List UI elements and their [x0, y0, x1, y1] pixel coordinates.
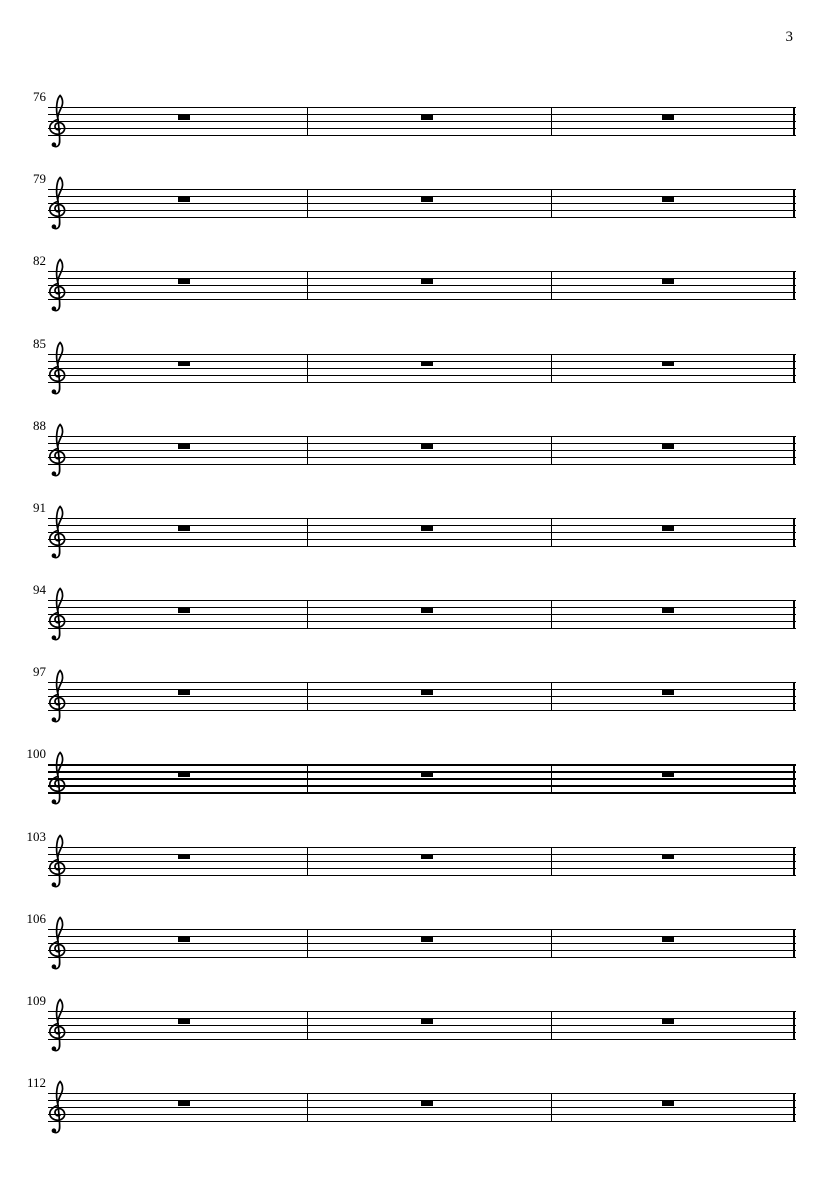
whole-rest [421, 197, 434, 202]
system-end-barline [793, 929, 796, 958]
whole-rest [662, 1019, 675, 1024]
barline [551, 600, 553, 629]
staff-line [48, 1025, 796, 1026]
staff-line [48, 203, 796, 204]
whole-rest [421, 444, 434, 449]
barline [551, 847, 553, 876]
measure-number: 106 [26, 910, 46, 926]
system-end-barline [793, 764, 796, 793]
staff-line [48, 764, 796, 765]
whole-rest [662, 115, 675, 120]
whole-rest [421, 690, 434, 695]
whole-rest [662, 690, 675, 695]
measure-number: 76 [33, 89, 46, 104]
staff-lines [48, 354, 796, 383]
staff-line [48, 450, 796, 451]
staff-line [48, 368, 796, 369]
barline [551, 682, 553, 711]
staff-line [48, 950, 796, 951]
clef-tail-ball [52, 1128, 57, 1133]
barline [307, 929, 309, 958]
staff-line [48, 457, 796, 458]
whole-rest [178, 1101, 191, 1106]
staff-line [48, 929, 796, 930]
whole-rest [421, 279, 434, 284]
staff-lines [48, 600, 796, 629]
staff-lines [48, 1093, 796, 1122]
barline [307, 1093, 309, 1122]
measure-number: 79 [33, 171, 46, 187]
staff-line [48, 354, 796, 355]
barline [307, 518, 309, 547]
clef-tail-ball [52, 307, 57, 312]
system-end-barline [793, 600, 796, 629]
whole-rest [662, 772, 675, 777]
whole-rest [178, 1019, 191, 1024]
staff-line [48, 539, 796, 540]
clef-tail-ball [52, 635, 57, 640]
clef-tail-ball [52, 964, 57, 969]
staff-line [48, 1107, 796, 1108]
whole-rest [178, 772, 191, 777]
whole-rest [662, 937, 675, 942]
barline [551, 518, 553, 547]
barline [307, 682, 309, 711]
whole-rest [178, 362, 191, 367]
staff-line [48, 1011, 796, 1012]
clef-tail-ball [52, 142, 57, 147]
whole-rest [421, 362, 434, 367]
clef-tail-ball [52, 718, 57, 723]
staff-line [48, 271, 796, 272]
staff-lines [48, 518, 796, 547]
clef-tail-ball [52, 882, 57, 887]
clef-tail-ball [52, 800, 57, 805]
barline [551, 271, 553, 300]
staff-line [48, 696, 796, 697]
barline [307, 1011, 309, 1040]
barline [551, 189, 553, 218]
whole-rest [178, 279, 191, 284]
staff-line [48, 614, 796, 615]
whole-rest [662, 279, 675, 284]
staff-line [48, 128, 796, 129]
staff-line [48, 785, 796, 786]
barline [307, 847, 309, 876]
system-end-barline [793, 518, 796, 547]
staff-lines [48, 271, 796, 300]
whole-rest [421, 855, 434, 860]
whole-rest [662, 197, 675, 202]
measure-number: 91 [33, 499, 46, 515]
staff-lines [48, 764, 796, 793]
page-number: 3 [785, 29, 793, 45]
staff-line [48, 189, 796, 190]
barline [307, 436, 309, 465]
system-end-barline [793, 682, 796, 711]
staff-line [48, 861, 796, 862]
staff-line [48, 875, 796, 876]
barline [551, 764, 553, 793]
barline [307, 764, 309, 793]
whole-rest [178, 608, 191, 613]
barline [307, 271, 309, 300]
staff-line [48, 217, 796, 218]
system-end-barline [793, 436, 796, 465]
staff-line [48, 107, 796, 108]
whole-rest [421, 1019, 434, 1024]
staff-line [48, 957, 796, 958]
whole-rest [421, 937, 434, 942]
whole-rest [662, 608, 675, 613]
clef-tail-ball [52, 471, 57, 476]
staff-line [48, 710, 796, 711]
staff-line [48, 943, 796, 944]
whole-rest [421, 1101, 434, 1106]
clef-tail-ball [52, 389, 57, 394]
staff-line [48, 792, 796, 793]
staff-line [48, 1032, 796, 1033]
whole-rest [178, 115, 191, 120]
whole-rest [178, 937, 191, 942]
whole-rest [421, 772, 434, 777]
whole-rest [421, 608, 434, 613]
staff-line [48, 382, 796, 383]
measure-number: 85 [33, 335, 46, 351]
staff-line [48, 1039, 796, 1040]
whole-rest [662, 1101, 675, 1106]
measure-number: 88 [33, 417, 46, 433]
system-end-barline [793, 354, 796, 383]
staff-line [48, 847, 796, 848]
barline [307, 600, 309, 629]
staff-lines [48, 682, 796, 711]
staff-line [48, 1093, 796, 1094]
staff-line [48, 628, 796, 629]
whole-rest [421, 115, 434, 120]
staff-line [48, 532, 796, 533]
measure-number: 100 [26, 746, 46, 762]
staff-line [48, 868, 796, 869]
measure-number: 109 [26, 992, 46, 1008]
measure-number: 82 [33, 253, 46, 269]
measure-number: 94 [33, 582, 46, 597]
whole-rest [178, 855, 191, 860]
system-end-barline [793, 107, 796, 136]
staff-line [48, 285, 796, 286]
staff-line [48, 135, 796, 136]
whole-rest [662, 362, 675, 367]
barline [551, 354, 553, 383]
staff-line [48, 299, 796, 300]
staff-lines [48, 847, 796, 876]
staff-line [48, 682, 796, 683]
clef-tail-ball [52, 1046, 57, 1051]
staff-line [48, 1114, 796, 1115]
staff-line [48, 621, 796, 622]
whole-rest [662, 526, 675, 531]
staff-line [48, 1121, 796, 1122]
measure-number: 112 [26, 1075, 46, 1090]
measure-number: 103 [26, 828, 46, 844]
staff-line [48, 436, 796, 437]
whole-rest [178, 197, 191, 202]
whole-rest [421, 526, 434, 531]
system-end-barline [793, 847, 796, 876]
barline [551, 929, 553, 958]
staff-line [48, 600, 796, 601]
system-end-barline [793, 1093, 796, 1122]
staff-line [48, 375, 796, 376]
system-end-barline [793, 189, 796, 218]
whole-rest [178, 690, 191, 695]
clef-tail-ball [52, 553, 57, 558]
staff-lines [48, 107, 796, 136]
system-end-barline [793, 271, 796, 300]
system-end-barline [793, 1011, 796, 1040]
staff-lines [48, 1011, 796, 1040]
barline [307, 189, 309, 218]
staff-line [48, 518, 796, 519]
barline [551, 1011, 553, 1040]
barline [307, 354, 309, 383]
staff-lines [48, 436, 796, 465]
whole-rest [662, 855, 675, 860]
staff-line [48, 121, 796, 122]
staff-lines [48, 929, 796, 958]
whole-rest [178, 444, 191, 449]
staff-line [48, 778, 796, 779]
clef-tail-ball [52, 225, 57, 230]
staff-line [48, 210, 796, 211]
staff-line [48, 546, 796, 547]
whole-rest [178, 526, 191, 531]
staff-line [48, 292, 796, 293]
whole-rest [662, 444, 675, 449]
barline [551, 1093, 553, 1122]
staff-line [48, 703, 796, 704]
measure-number: 97 [33, 664, 46, 680]
barline [551, 107, 553, 136]
barline [551, 436, 553, 465]
barline [307, 107, 309, 136]
staff-lines [48, 189, 796, 218]
staff-line [48, 464, 796, 465]
